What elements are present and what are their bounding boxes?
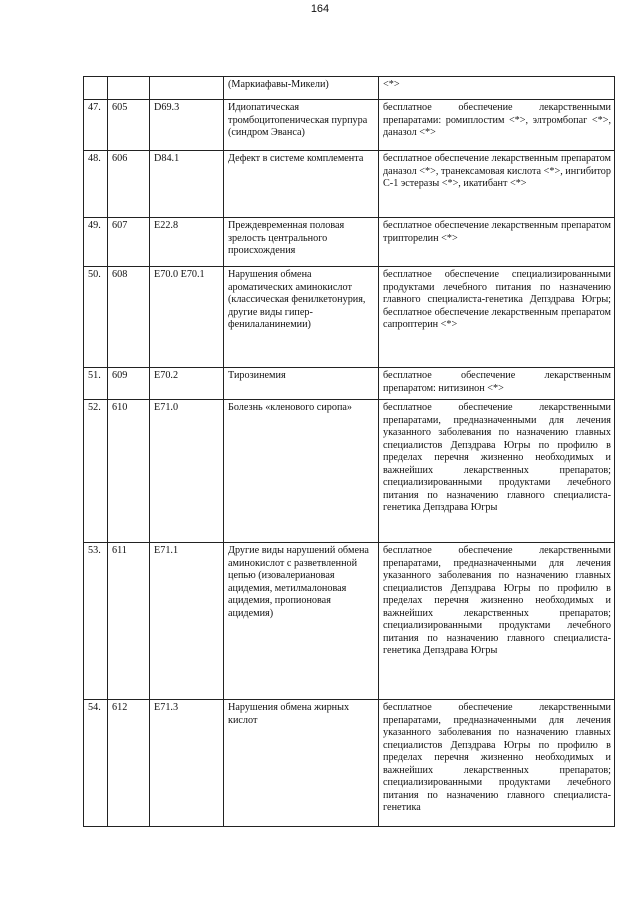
row-description: бесплатное обеспечение лекарственными препаратами: ромиплостим <*>, элтромбопаг <*>, даназол <*>	[379, 100, 615, 151]
row-icd-code: E70.0 E70.1	[150, 267, 224, 368]
row-icd-code: E70.2	[150, 368, 224, 400]
table-row	[84, 368, 615, 400]
row-number: 53.	[84, 543, 108, 700]
row-number: 54.	[84, 700, 108, 827]
row-icd-code	[150, 77, 224, 100]
row-number: 47.	[84, 100, 108, 151]
row-disease: Преждевременная половая зрелость центрального происхождения	[224, 218, 379, 267]
row-code: 607	[108, 218, 150, 267]
row-number	[84, 77, 108, 100]
table-row	[84, 218, 615, 267]
row-disease: Болезнь «кленового сиропа»	[224, 400, 379, 543]
row-number: 48.	[84, 151, 108, 218]
row-description: бесплатное обеспечение лекарственным препаратом: нитизинон <*>	[379, 368, 615, 400]
table-row	[84, 400, 615, 543]
row-code: 605	[108, 100, 150, 151]
benefits-table	[83, 76, 615, 827]
row-disease: Нарушения обмена ароматических аминокислот (классическая фенилкетонурия, другие виды гипер-фенилаланинемии)	[224, 267, 379, 368]
page-number: 164	[310, 3, 330, 15]
row-disease: Другие виды нарушений обмена аминокислот с разветвленной цепью (изовалериановая ацидемия, метилмалоновая ацидемия, пропионовая ацидемия)	[224, 543, 379, 700]
table-row	[84, 100, 615, 151]
row-code: 609	[108, 368, 150, 400]
row-number: 49.	[84, 218, 108, 267]
table-row	[84, 267, 615, 368]
row-description: бесплатное обеспечение лекарственными препаратами, предназначенными для лечения указанного заболевания по назначению главных специалистов Депздрава Югры по профилю в пределах перечня жизненно необходимых и важнейших лекарственных препаратов; специализированными продуктами лечебного питания по назначению главного специалиста-генетика Депздрава Югры	[379, 543, 615, 700]
table-row	[84, 700, 615, 827]
row-description: бесплатное обеспечение лекарственным препаратом даназол <*>, транексамовая кислота <*>, ингибитор С-1 эстеразы <*>, икатибант <*>	[379, 151, 615, 218]
row-disease: (Маркиафавы-Микели)	[224, 77, 379, 100]
row-description: бесплатное обеспечение лекарственными препаратами, предназначенными для лечения указанного заболевания по назначению главных специалистов Депздрава Югры по профилю в пределах перечня жизненно необходимых и важнейших лекарственных препаратов; специализированными продуктами лечебного питания по назначению главного специалиста-генетика Депздрава Югры	[379, 400, 615, 543]
row-icd-code: D84.1	[150, 151, 224, 218]
row-description: бесплатное обеспечение лекарственными препаратами, предназначенными для лечения указанного заболевания по назначению главных специалистов Депздрава Югры по профилю в пределах перечня жизненно необходимых и важнейших лекарственных препаратов; специализированными продуктами лечебного питания по назначению главного специалиста-генетика	[379, 700, 615, 827]
row-number: 52.	[84, 400, 108, 543]
table-row	[84, 543, 615, 700]
row-description: <*>	[379, 77, 615, 100]
row-number: 50.	[84, 267, 108, 368]
table-row	[84, 77, 615, 100]
row-icd-code: E22.8	[150, 218, 224, 267]
table-row	[84, 151, 615, 218]
row-icd-code: D69.3	[150, 100, 224, 151]
row-number: 51.	[84, 368, 108, 400]
row-code: 612	[108, 700, 150, 827]
row-disease: Дефект в системе комплемента	[224, 151, 379, 218]
row-disease: Идиопатическая тромбоцитопеническая пурпура (синдром Эванса)	[224, 100, 379, 151]
row-disease: Нарушения обмена жирных кислот	[224, 700, 379, 827]
row-description: бесплатное обеспечение специализированными продуктами лечебного питания по назначению главного специалиста-генетика Депздрава Югры; бесплатное обеспечение лекарственным препаратом сапроптерин <*>	[379, 267, 615, 368]
row-code: 608	[108, 267, 150, 368]
row-code	[108, 77, 150, 100]
row-code: 610	[108, 400, 150, 543]
row-icd-code: E71.1	[150, 543, 224, 700]
row-disease: Тирозинемия	[224, 368, 379, 400]
row-icd-code: E71.3	[150, 700, 224, 827]
row-description: бесплатное обеспечение лекарственным препаратом трипторелин <*>	[379, 218, 615, 267]
row-code: 606	[108, 151, 150, 218]
row-icd-code: E71.0	[150, 400, 224, 543]
row-code: 611	[108, 543, 150, 700]
